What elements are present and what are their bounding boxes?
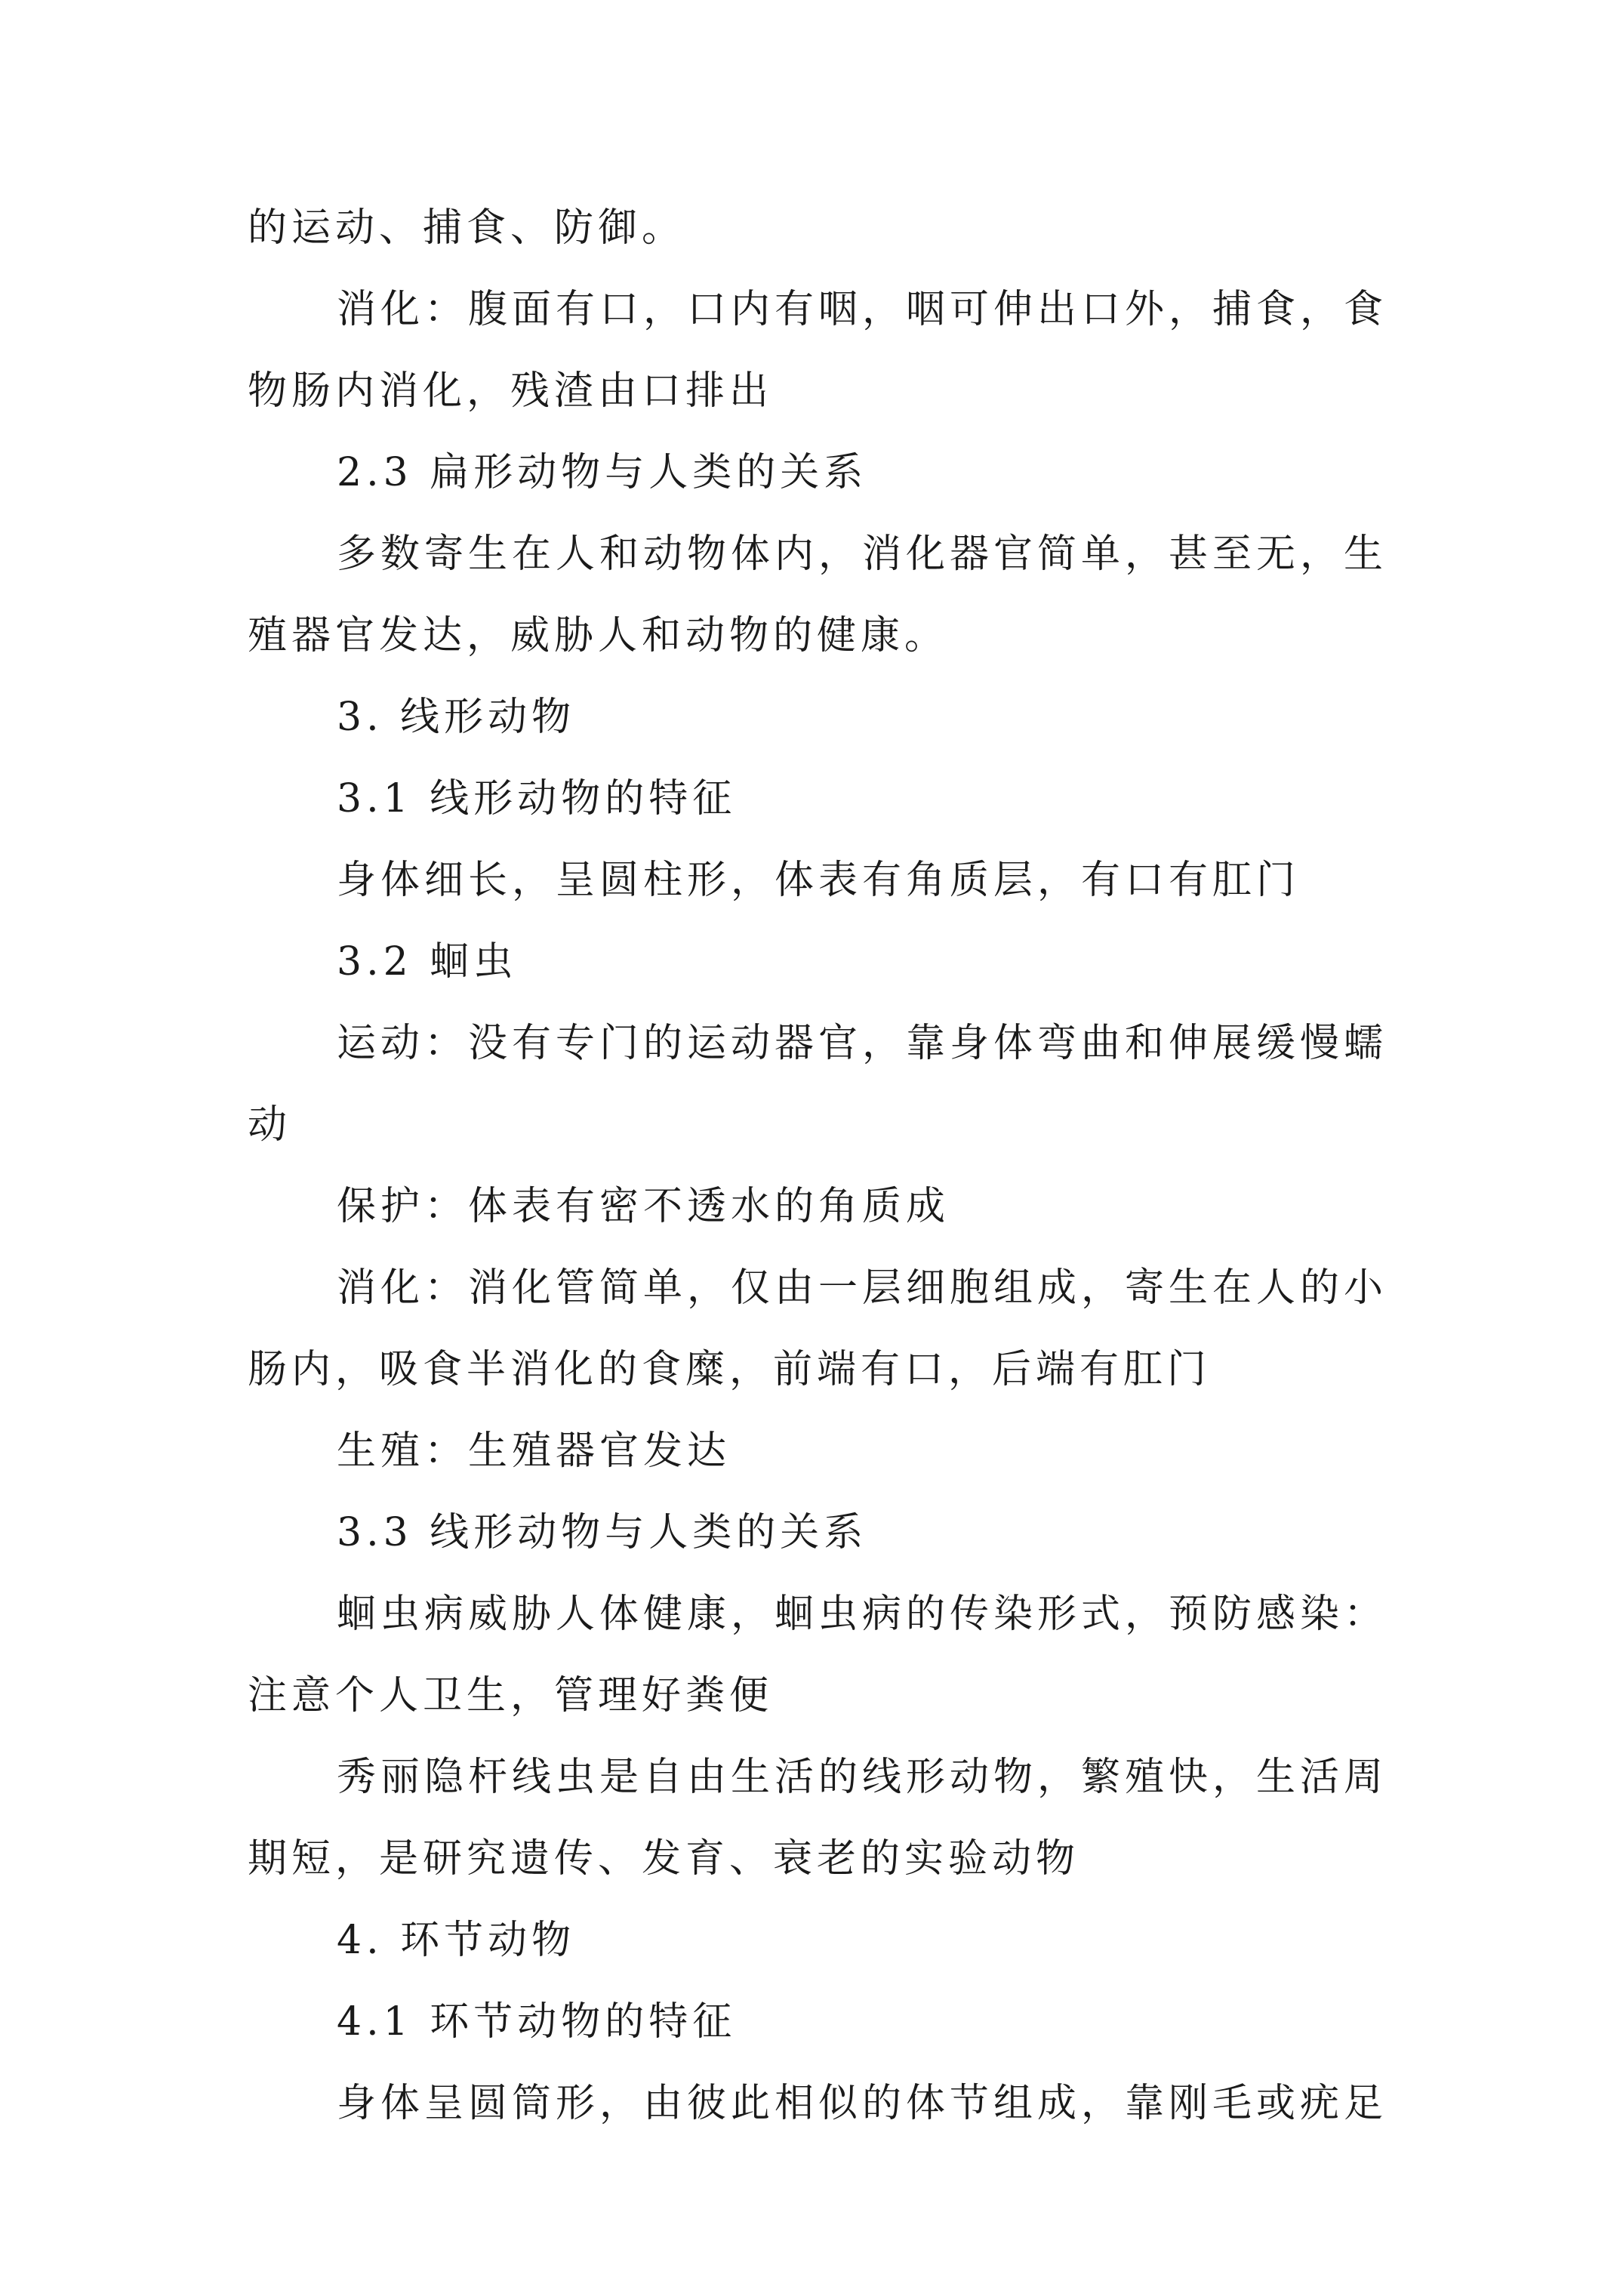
text-line: 生殖：生殖器官发达 [337,1428,731,1474]
text-line: 期短，是研究遗传、发育、衰老的实验动物 [248,1836,1080,1881]
text-line: 身体细长，呈圆柱形，体表有角质层，有口有肛门 [337,858,1301,903]
text-line: 身体呈圆筒形，由彼此相似的体节组成，靠刚毛或疣足 [337,2081,1388,2126]
text-line: 的运动、捕食、防御。 [248,205,686,251]
text-line: 肠内，吸食半消化的食糜，前端有口，后端有肛门 [248,1347,1212,1392]
text-line: 动 [248,1102,292,1148]
text-line: 秀丽隐杆线虫是自由生活的线形动物，繁殖快，生活周 [337,1755,1388,1800]
text-line: 消化：消化管简单，仅由一层细胞组成，寄生在人的小 [337,1265,1388,1311]
document-body [248,187,1387,2144]
section-heading: 3.1 线形动物的特征 [337,776,737,821]
section-heading: 4. 环节动物 [337,1918,576,1963]
text-line: 蛔虫病威胁人体健康，蛔虫病的传染形式，预防感染： [337,1592,1388,1637]
text-line: 多数寄生在人和动物体内，消化器官简单，甚至无，生 [337,532,1388,577]
text-line: 保护：体表有密不透水的角质成 [337,1184,950,1229]
section-heading: 2.3 扁形动物与人类的关系 [337,450,868,495]
text-line: 物肠内消化，残渣由口排出 [248,368,774,414]
section-heading: 3.2 蛔虫 [337,939,518,985]
section-heading: 4.1 环节动物的特征 [337,1999,737,2045]
text-line: 消化：腹面有口，口内有咽，咽可伸出口外，捕食，食 [337,287,1388,332]
section-heading: 3. 线形动物 [337,695,576,740]
text-line: 殖器官发达，威胁人和动物的健康。 [248,613,949,658]
section-heading: 3.3 线形动物与人类的关系 [337,1510,868,1555]
text-line: 注意个人卫生，管理好粪便 [248,1673,774,1718]
text-line: 运动：没有专门的运动器官，靠身体弯曲和伸展缓慢蠕 [337,1021,1388,1066]
